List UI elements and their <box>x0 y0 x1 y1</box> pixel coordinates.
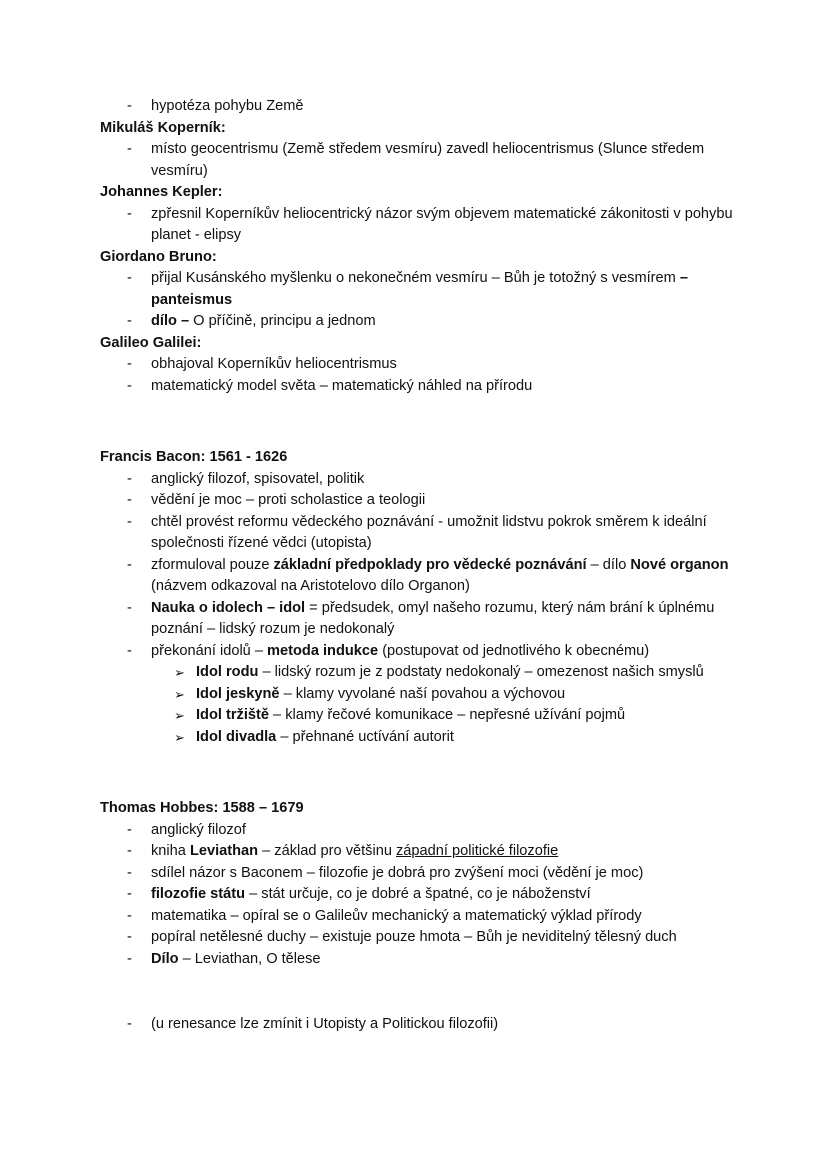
text-run: kniha <box>151 843 190 859</box>
list-item <box>100 906 740 928</box>
bold-text-run: Nové organon <box>630 556 729 573</box>
sub-list-item <box>100 662 740 684</box>
text-run: – přehnané uctívání autorit <box>276 728 454 745</box>
text-run: hypotéza pohybu Země <box>151 98 304 114</box>
dash-bullet-icon: - <box>127 205 132 222</box>
dash-bullet-icon: - <box>127 556 132 573</box>
text-run: matematický model světa – matematický náhled na přírodu <box>151 377 533 394</box>
text-run: (u renesance lze zmínit i Utopisty a Politickou filozofii) <box>151 1016 499 1032</box>
dash-bullet-icon: - <box>127 492 132 508</box>
dash-bullet-icon: - <box>127 98 132 114</box>
paragraph-spacer <box>100 748 740 798</box>
dash-bullet-icon: - <box>127 821 132 838</box>
bold-text-run: metoda indukce <box>267 642 379 659</box>
dash-bullet-icon: - <box>127 864 132 881</box>
section-heading <box>100 798 740 820</box>
dash-bullet-icon: - <box>127 843 132 859</box>
bold-text-run: dílo – <box>151 313 190 329</box>
dash-bullet-icon: - <box>127 356 132 372</box>
text-run: anglický filozof <box>151 821 246 838</box>
text-run: zpřesnil Koperníkův heliocentrický názor svým objevem matematické zákonitosti v pohybu planet - elipsy <box>151 205 737 243</box>
paragraph-spacer <box>100 397 740 447</box>
dash-bullet-icon: - <box>127 642 132 659</box>
bold-text-run: Thomas Hobbes: <box>100 800 219 816</box>
text-run: chtěl provést reformu vědeckého poznávání - umožnit lidstvu pokrok směrem k ideální společnosti řízené vědci (utopista) <box>151 513 711 551</box>
text-run: – základ pro většinu <box>258 843 396 859</box>
bold-text-run: Idol jeskyně <box>196 685 280 702</box>
bold-text-run: Dílo <box>151 950 179 967</box>
list-item <box>100 354 740 376</box>
dash-bullet-icon: - <box>127 907 132 924</box>
text-run: místo geocentrismu (Země středem vesmíru) zavedl heliocentrismus (Slunce středem vesmíru) <box>151 141 709 179</box>
text-run: vědění je moc – proti scholastice a teologii <box>151 492 426 508</box>
paragraph-spacer <box>100 970 740 1014</box>
text-run: O příčině, principu a jednom <box>189 313 376 329</box>
text-run: 1588 – 1679 <box>218 800 304 816</box>
section-heading <box>100 447 740 469</box>
text-run: anglický filozof, spisovatel, politik <box>151 470 365 487</box>
arrow-bullet-icon: ➢ <box>174 686 185 702</box>
arrow-bullet-icon: ➢ <box>174 665 185 680</box>
arrow-bullet-icon: ➢ <box>174 729 185 745</box>
text-run: – klamy řečové komunikace – nepřesné užívání pojmů <box>268 707 626 723</box>
list-item <box>100 204 740 247</box>
list-item <box>100 641 740 663</box>
dash-bullet-icon: - <box>127 141 132 157</box>
text-run: zformuloval pouze <box>151 556 274 573</box>
list-item <box>100 927 740 949</box>
sub-list-item <box>100 705 740 727</box>
dash-bullet-icon: - <box>127 470 132 487</box>
text-run: matematika – opíral se o Galileův mechanický a matematický výklad přírody <box>151 907 642 924</box>
dash-bullet-icon: - <box>127 599 132 616</box>
bold-text-run: Idol rodu <box>196 664 259 680</box>
bold-text-run: Leviathan <box>189 843 259 859</box>
sub-list-item <box>100 727 740 749</box>
list-item <box>100 469 740 491</box>
bold-text-run: Francis Bacon: <box>100 449 206 465</box>
text-run: – Leviathan, O tělese <box>178 950 321 967</box>
bold-text-run: základní předpoklady pro vědecké poznávání <box>273 556 587 573</box>
list-item <box>100 376 740 398</box>
dash-bullet-icon: - <box>127 1016 132 1032</box>
list-item <box>100 555 740 598</box>
dash-bullet-icon: - <box>127 886 132 902</box>
text-run: – klamy vyvolané naší povahou a výchovou <box>279 685 566 702</box>
dash-bullet-icon: - <box>127 313 132 329</box>
sub-list-item <box>100 684 740 706</box>
list-item <box>100 863 740 885</box>
list-item <box>100 820 740 842</box>
section-heading <box>100 182 740 204</box>
text-run: 1561 - 1626 <box>205 449 288 465</box>
dash-bullet-icon: - <box>127 929 132 945</box>
text-run: obhajoval Koperníkův heliocentrismus <box>151 356 397 372</box>
list-item <box>100 949 740 971</box>
bold-text-run: – panteismus <box>151 270 693 308</box>
text-run: (postupovat od jednotlivého k obecnému) <box>378 642 650 659</box>
dash-bullet-icon: - <box>127 270 132 286</box>
bold-text-run: Galileo Galilei: <box>100 334 202 351</box>
text-run: = předsudek, omyl našeho rozumu, který nám brání k úplnému poznání – lidský rozum je nedokonalý <box>151 599 719 637</box>
list-item <box>100 490 740 512</box>
list-item <box>100 311 740 333</box>
list-item <box>100 96 740 118</box>
bold-text-run: Idol tržiště <box>196 707 269 723</box>
bold-text-run: Idol divadla <box>196 728 277 745</box>
text-run: sdílel názor s Baconem – filozofie je dobrá pro zvýšení moci (vědění je moc) <box>151 864 644 881</box>
text-run: – stát určuje, co je dobré a špatné, co je náboženství <box>245 886 591 902</box>
list-item <box>100 512 740 555</box>
text-run: (názvem odkazoval na Aristotelovo dílo Organon) <box>151 556 733 594</box>
bold-text-run: Johannes Kepler: <box>100 184 223 200</box>
dash-bullet-icon: - <box>127 950 132 967</box>
list-item <box>100 268 740 311</box>
text-run: – dílo <box>586 556 631 573</box>
list-item <box>100 1014 740 1036</box>
underlined-text-run: západní politické filozofie <box>396 843 559 859</box>
text-run: popíral netělesné duchy – existuje pouze hmota – Bůh je neviditelný tělesný duch <box>151 929 677 945</box>
dash-bullet-icon: - <box>127 513 132 530</box>
section-heading <box>100 118 740 140</box>
bold-text-run: Mikuláš Koperník: <box>100 119 226 136</box>
list-item <box>100 884 740 906</box>
list-item <box>100 139 740 182</box>
text-run: překonání idolů – <box>151 642 268 659</box>
bold-text-run: Nauka o idolech – idol <box>151 599 306 616</box>
list-item <box>100 598 740 641</box>
text-run: – lidský rozum je z podstaty nedokonalý – omezenost našich smyslů <box>258 664 704 680</box>
document-body <box>100 96 740 1036</box>
section-heading <box>100 333 740 355</box>
text-run: přijal Kusánského myšlenku o nekonečném vesmíru – Bůh je totožný s vesmírem <box>151 270 680 286</box>
bold-text-run: Giordano Bruno: <box>100 248 217 265</box>
bold-text-run: filozofie státu <box>151 886 246 902</box>
arrow-bullet-icon: ➢ <box>174 708 185 723</box>
dash-bullet-icon: - <box>127 377 132 394</box>
section-heading <box>100 247 740 269</box>
list-item <box>100 841 740 863</box>
